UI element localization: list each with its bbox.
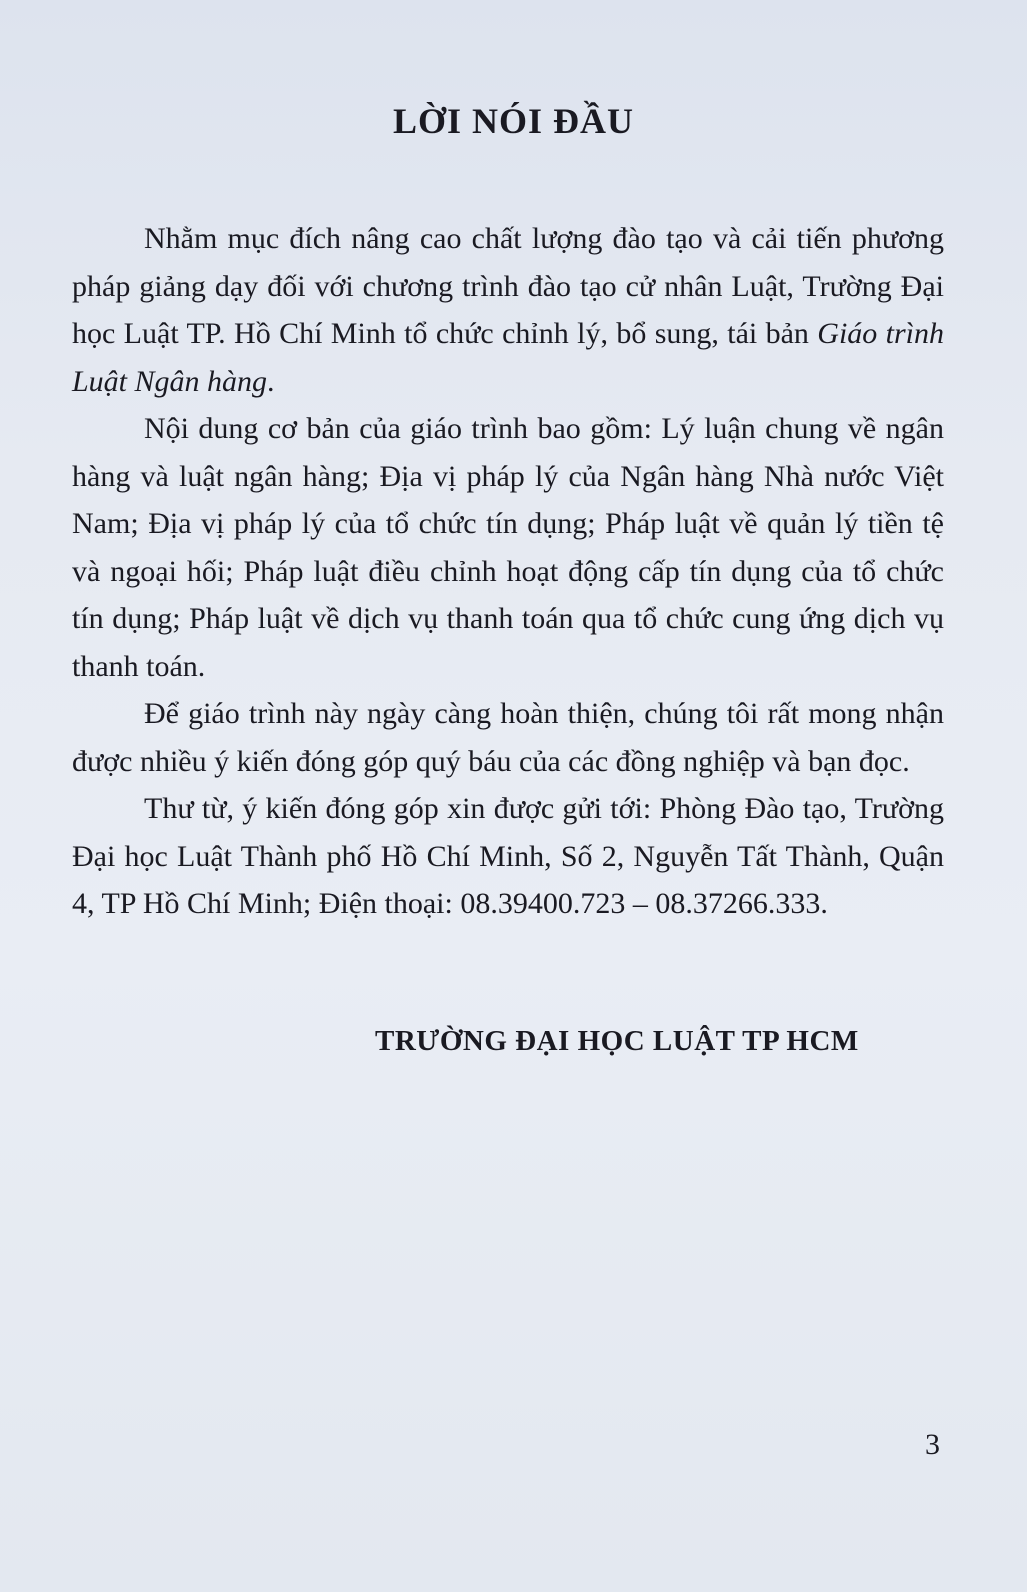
paragraph-feedback: Để giáo trình này ngày càng hoàn thiện, chúng tôi rất mong nhận được nhiều ý kiến đóng góp quý báu của các đồng nghiệp và bạn đọc.	[72, 697, 944, 778]
paragraph-purpose-text: Nhằm mục đích nâng cao chất lượng đào tạo và cải tiến phương pháp giảng dạy đối với chương trình đào tạo cử nhân Luật, Trường Đại học Luật TP. Hồ Chí Minh tổ chức chỉnh lý, bổ sung, tái bản	[72, 222, 944, 350]
paragraph-purpose	[72, 215, 944, 405]
book-title-italic: Giáo trình Luật Ngân hàng	[72, 317, 944, 398]
paragraph-purpose-end: .	[267, 364, 275, 398]
preface-body	[72, 215, 944, 928]
page-title: LỜI NÓI ĐẦU	[392, 101, 635, 141]
paragraph-content: Nội dung cơ bản của giáo trình bao gồm: Lý luận chung về ngân hàng và luật ngân hàng; Địa vị pháp lý của Ngân hàng Nhà nước Việt Nam; Địa vị pháp lý của tổ chức tín dụng; Pháp luật về quản lý tiền tệ và ngoại hối; Pháp luật điều chỉnh hoạt động cấp tín dụng của tổ chức tín dụng; Pháp luật về dịch vụ thanh toán qua tổ chức cung ứng dịch vụ thanh toán.	[72, 412, 944, 683]
page-number: 3	[925, 1428, 940, 1461]
paragraph-contact: Thư từ, ý kiến đóng góp xin được gửi tới: Phòng Đào tạo, Trường Đại học Luật Thành phố Hồ Chí Minh, Số 2, Nguyễn Tất Thành, Quận 4, TP Hồ Chí Minh; Điện thoại: 08.39400.723 – 08.37266.333.	[72, 792, 944, 920]
signature: TRƯỜNG ĐẠI HỌC LUẬT TP HCM	[375, 1025, 859, 1057]
